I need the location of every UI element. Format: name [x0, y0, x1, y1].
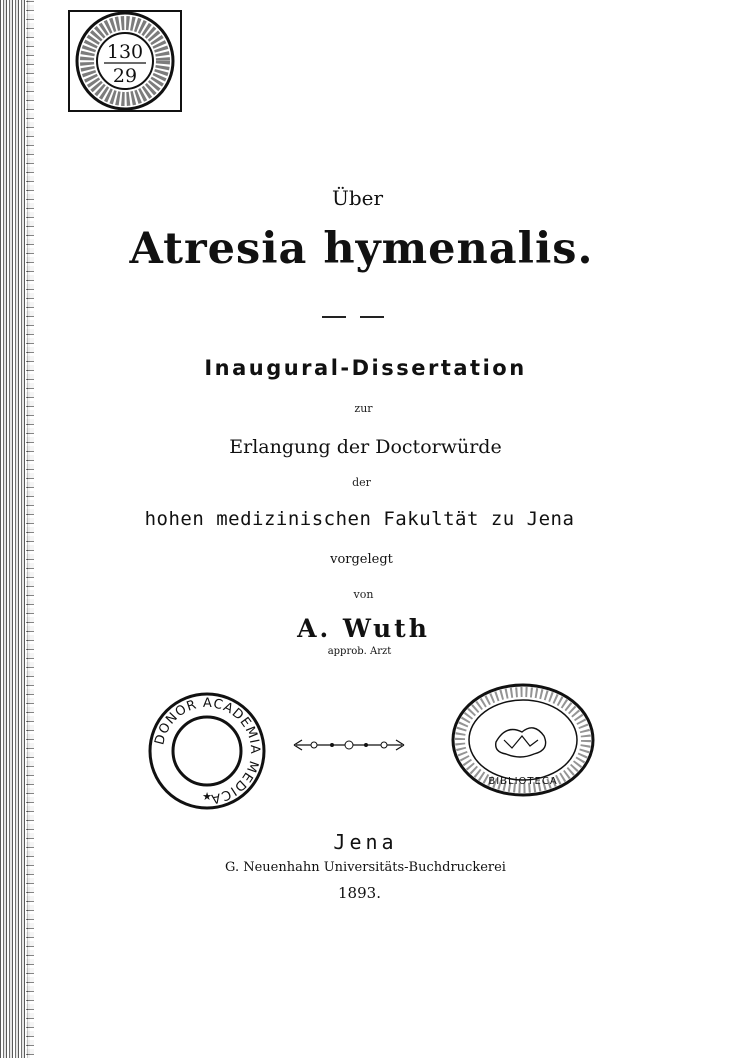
stamp-number-top: 130 [106, 41, 144, 63]
donor-stamp-graphic [146, 690, 268, 812]
dissertation-purpose: Erlangung der Doctorwürde [229, 436, 502, 458]
author-title: approb. Arzt [327, 646, 392, 657]
library-stamp [66, 6, 184, 118]
imprint-city: Jena [333, 830, 398, 854]
divider-left [322, 316, 346, 318]
donor-stamp [146, 690, 268, 812]
divider-right [360, 316, 384, 318]
biblioteca-stamp-graphic [448, 680, 598, 800]
imprint-printer: G. Neuenhahn Universitäts-Buchdruckerei [225, 860, 506, 875]
biblioteca-label: BIBLIOTECA [488, 776, 558, 787]
donor-star-icon: ★ [202, 790, 212, 803]
text-zur: zur [354, 402, 373, 415]
text-der: der [352, 476, 371, 489]
text-von: von [353, 588, 374, 601]
author-name: A. Wuth [297, 614, 430, 643]
donor-ring-text: DONOR ACADEMIA MEDICA [152, 695, 263, 807]
library-stamp-graphic [66, 6, 184, 118]
ornament-divider [292, 736, 406, 754]
dissertation-type: Inaugural-Dissertation [204, 356, 527, 380]
biblioteca-stamp [448, 680, 598, 800]
stamp-number-bottom: 29 [112, 65, 138, 87]
heading-uber: Über [331, 186, 384, 210]
imprint-year: 1893. [338, 884, 381, 902]
text-vorgelegt: vorgelegt [330, 552, 393, 567]
faculty-line: hohen medizinischen Fakultät zu Jena [144, 508, 575, 530]
page-title: Atresia hymenalis. [129, 224, 594, 274]
